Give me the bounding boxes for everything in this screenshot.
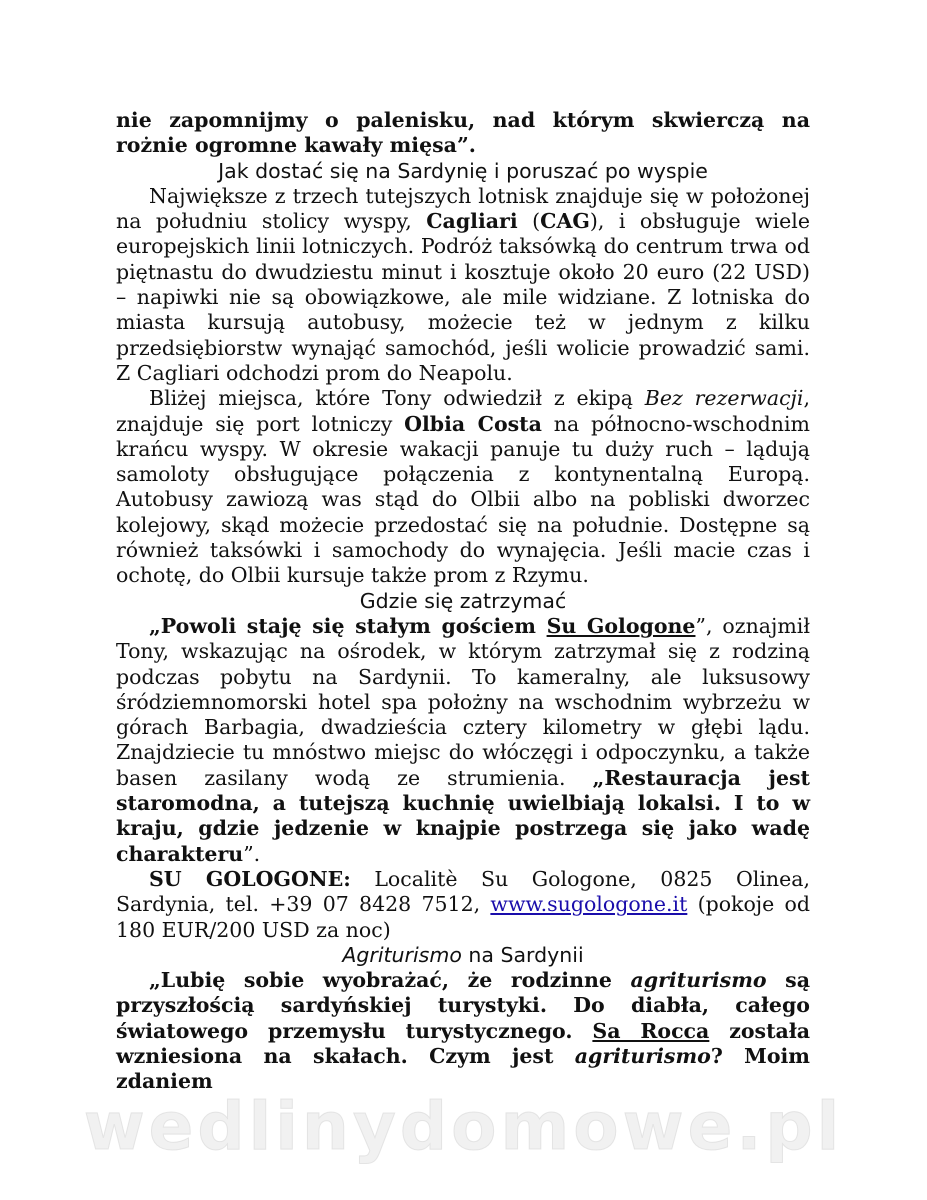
website-link[interactable]: www.sugologone.it: [490, 892, 688, 917]
paragraph-address: [116, 867, 810, 943]
underlined-place-name: Sa Rocca: [592, 1018, 710, 1043]
bold-text: „Lubię sobie wyobrażać, że rodzinne: [149, 968, 631, 993]
paragraph-agriturismo: [116, 968, 810, 1094]
bold-text-olbia: Olbia Costa: [404, 411, 542, 436]
bold-text: została wzniesiona na skałach. Czym jest: [116, 1018, 810, 1068]
text: (pokoje od 180 EUR/200 USD za noc): [116, 892, 810, 942]
section-heading-stay: Gdzie się zatrzymać: [359, 588, 567, 613]
bold-text: „Powoli staję się stałym gościem: [149, 613, 547, 638]
text: na Sardynii: [461, 942, 584, 967]
text: Największe z trzech tutejszych lotnisk znajduje się w położonej na południu stolicy wyspy,: [116, 183, 810, 234]
text: , znajduje się port lotniczy: [116, 386, 810, 436]
bold-text: ? Moim zdaniem: [116, 1043, 811, 1094]
italic-text: Bez rezerwacji: [644, 386, 804, 411]
underlined-hotel-name: Su Gologone: [546, 613, 696, 638]
section-heading-agriturismo: [116, 943, 810, 968]
bold-text-cag: CAG: [540, 209, 590, 234]
text: ”.: [243, 841, 261, 866]
bold-quote: „Restauracja jest staromodna, a tutejszą kuchnię uwielbiają lokalsi. I to w kraju, gdzie jedzenie w knajpie postrzega się jako wadę charakteru: [116, 765, 810, 866]
bold-text: są przyszłością sardyńskiej turystyki. Do diabła, całego światowego przemysłu turystycznego.: [116, 968, 810, 1043]
bold-text: nie zapomnijmy o palenisku, nad którym skwierczą na rożnie ogromne kawały mięsa”.: [116, 108, 810, 158]
text: na północno-wschodnim krańcu wyspy. W okresie wakacji panuje tu duży ruch – lądują samoloty obsługujące połączenia z kontynentalną Europą. Autobusy zawiozą was stąd do Olbii albo na pobliski dworzec kolejowy, skąd możecie przedostać się na południe. Dostępne są również taksówki i samochody do wynajęcia. Jeśli macie czas i ochotę, do Olbii kursuje także prom z Rzymu.: [116, 411, 811, 588]
paragraph-cagliari: [116, 184, 810, 386]
text: Bliżej miejsca, które Tony odwiedził z ekipą: [149, 386, 645, 411]
bold-italic-text: agriturismo: [630, 968, 767, 993]
text: ”, oznajmił Tony, wskazując na ośrodek, w którym zatrzymał się z rodziną podczas pobytu na Sardynii. To kameralny, ale luksusowy śródziemnomorski hotel spa położny na wschodnim wybrzeżu w górach Barbagia, dwadzieścia cztery kilometry w głębi lądu. Znajdziecie tu mnóstwo miejsc do włóczęgi i odpoczynku, a także basen zasilany wodą ze strumienia.: [116, 613, 810, 790]
section-heading-travel: Jak dostać się na Sardynię i poruszać po wyspie: [218, 158, 708, 183]
paragraph-su-gologone: [116, 614, 810, 867]
paragraph-olbia: [116, 386, 810, 588]
watermark: wedlinydomowe.pl: [83, 1088, 844, 1165]
document-page: [116, 108, 810, 1095]
bold-label: SU GOLOGONE:: [149, 866, 351, 891]
bold-italic-text: agriturismo: [574, 1043, 711, 1068]
text: (: [517, 209, 541, 234]
text: Localitè Su Gologone, 0825 Olinea, Sardynia, tel. +39 07 8428 7512,: [116, 866, 810, 917]
paragraph-continued: [116, 108, 810, 159]
text: ), i obsługuje wiele europejskich linii lotniczych. Podróż taksówką do centrum trwa od piętnastu do dwudziestu minut i kosztuje około 20 euro (22 USD) – napiwki nie są obowiązkowe, ale mile widziane. Z lotniska do miasta kursują autobusy, możecie też w jednym z kilku przedsiębiorstw wynająć samochód, jeśli wolicie prowadzić sami. Z Cagliari odchodzi prom do Neapolu.: [116, 209, 810, 385]
italic-text: Agriturismo: [342, 942, 462, 967]
bold-text-cagliari: Cagliari: [426, 209, 518, 234]
